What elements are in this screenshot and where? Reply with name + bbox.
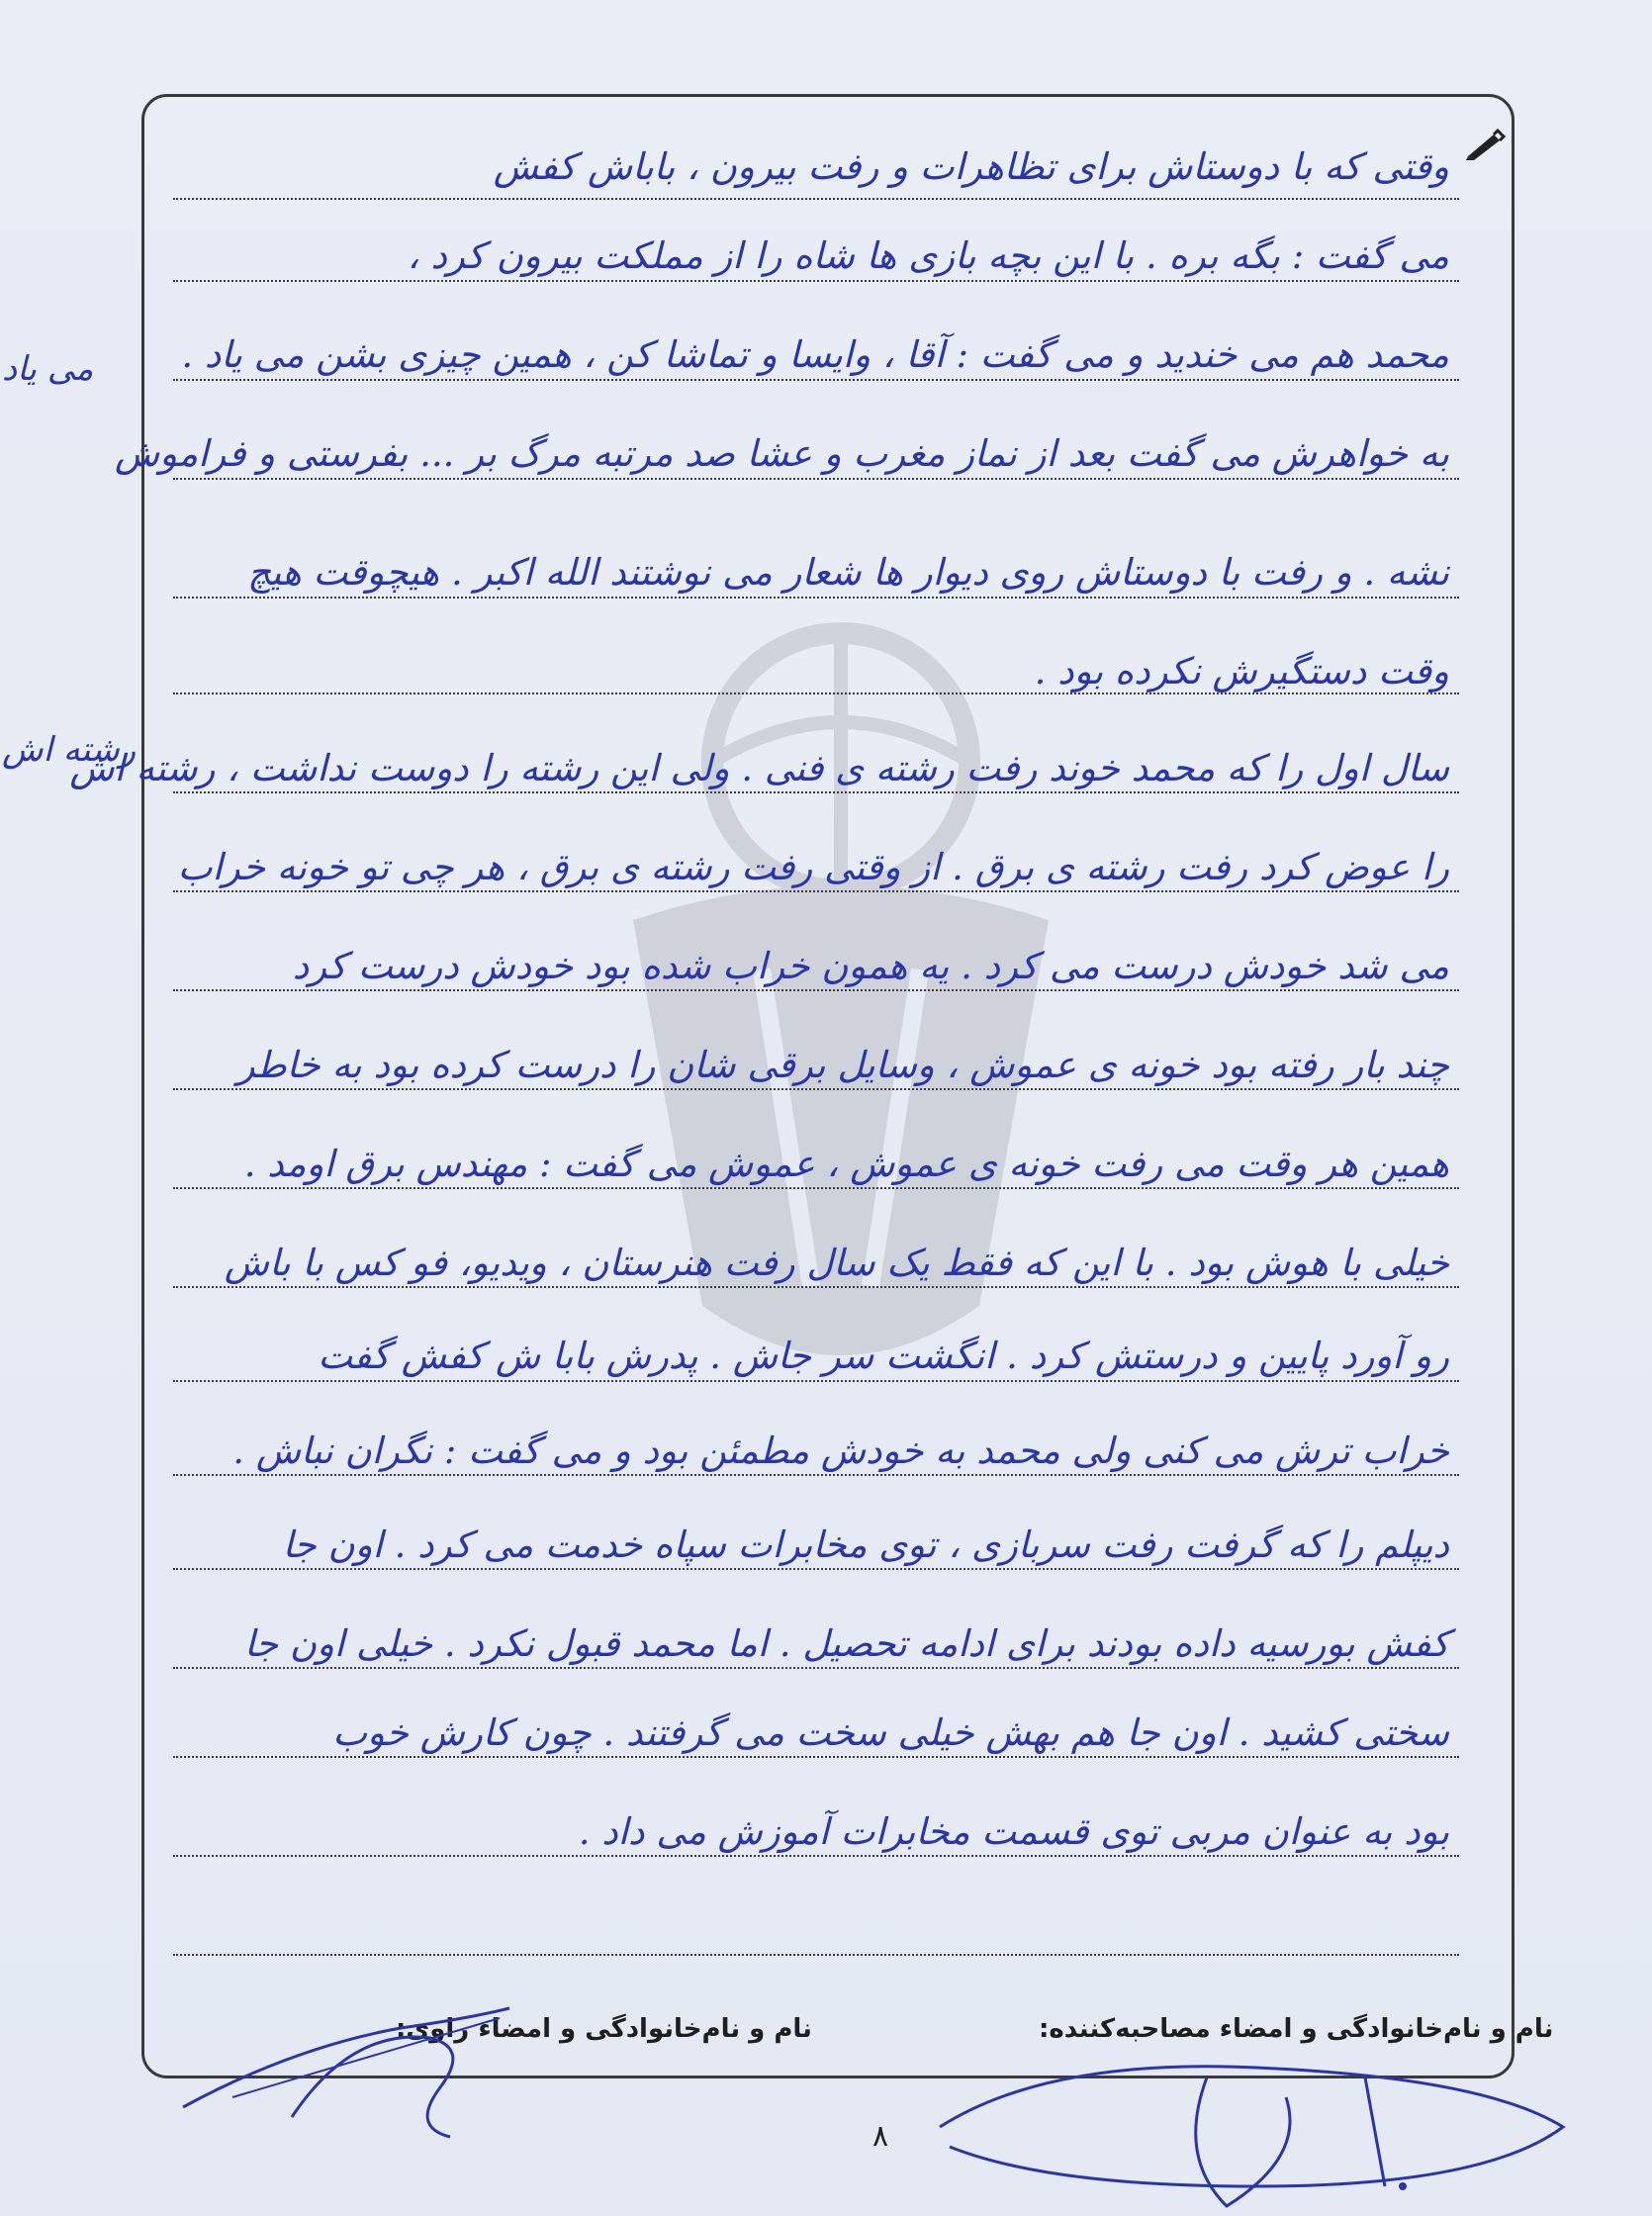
ruled-line (173, 597, 1459, 599)
handwritten-line: می گفت : بگه بره . با این بچه بازی ها شاه را از مملکت بیرون کرد ، (407, 234, 1449, 277)
handwritten-line: نشه . و رفت با دوستاش روی دیوار ها شعار می نوشتند الله اکبر . هیچوقت هیچ (247, 551, 1449, 594)
handwritten-line: می شد خودش درست می کرد . یه همون خراب شده بود خودش درست کرد (292, 945, 1449, 987)
narrator-signature (173, 1988, 529, 2147)
ruled-line (173, 1187, 1459, 1189)
handwritten-line: وقت دستگیرش نکرده بود . (1034, 650, 1449, 692)
ruled-line (173, 890, 1459, 892)
page-number: ۸ (872, 2119, 889, 2154)
ruled-line (173, 1474, 1459, 1476)
page-frame (141, 94, 1514, 2078)
handwritten-line: محمد هم می خندید و می گفت : آقا ، وایسا و تماشا کن ، همین چیزی بشن می یاد . (181, 333, 1449, 376)
ruled-line (173, 478, 1459, 480)
handwritten-line: به خواهرش می گفت بعد از نماز مغرب و عشا صد مرتبه مرگ بر ... بفرستی و فراموش (115, 432, 1449, 475)
handwritten-line: همین هر وقت می رفت خونه ی عموش ، عموش می گفت : مهندس برق اومد . (243, 1143, 1449, 1185)
interviewer-signature (930, 2038, 1583, 2216)
handwritten-line: سختی کشید . اون جا هم بهش خیلی سخت می گرفتند . چون کارش خوب (332, 1711, 1449, 1754)
handwritten-line: خیلی با هوش بود . با این که فقط یک سال رفت هنرستان ، ویدیو، فو کس با باش (224, 1242, 1449, 1284)
handwritten-line: را عوض کرد رفت رشته ی برق . از وقتی رفت رشته ی برق ، هر چی تو خونه خراب (177, 846, 1449, 888)
ruled-line (173, 379, 1459, 381)
handwritten-line: وقتی که با دوستاش برای تظاهرات و رفت بیرون ، باباش کفش (493, 145, 1449, 188)
ruled-line (173, 1568, 1459, 1570)
handwritten-line: رو آورد پایین و درستش کرد . انگشت سر جاش . پدرش بابا ش کفش گفت (318, 1335, 1449, 1377)
ruled-line (173, 791, 1459, 793)
ruled-line (173, 692, 1459, 694)
ruled-line (173, 1954, 1459, 1956)
ruled-line (173, 1667, 1459, 1669)
margin-note: رشته اش (2, 730, 137, 770)
handwritten-line: خراب ترش می کنی ولی محمد به خودش مطمئن بود و می گفت : نگران نباش . (232, 1430, 1449, 1472)
pen-icon (1464, 127, 1506, 162)
handwritten-line: بود به عنوان مربی توی قسمت مخابرات آموزش می داد . (578, 1810, 1449, 1853)
ruled-line (173, 1380, 1459, 1382)
ruled-line (173, 989, 1459, 991)
interviewer-signature-label: نام و نام‌خانوادگی و امضاء مصاحبه‌کننده: (1039, 2014, 1554, 2044)
ruled-line (173, 1088, 1459, 1090)
ruled-line (173, 1756, 1459, 1758)
handwritten-line: چند بار رفته بود خونه ی عموش ، وسایل برقی شان را درست کرده بود به خاطر (236, 1044, 1449, 1086)
handwritten-line: کفش بورسیه داده بودند برای ادامه تحصیل . اما محمد قبول نکرد . خیلی اون جا (243, 1622, 1449, 1665)
handwritten-line: دیپلم را که گرفت رفت سربازی ، توی مخابرات سپاه خدمت می کرد . اون جا (282, 1524, 1449, 1566)
ruled-line (173, 1855, 1459, 1857)
ruled-line (173, 1286, 1459, 1288)
ruled-line (173, 280, 1459, 282)
margin-note: می یاد (2, 349, 94, 389)
handwritten-line: سال اول را که محمد خوند رفت رشته ی فنی . ولی این رشته را دوست نداشت ، رشته اش (69, 747, 1449, 789)
narrator-signature-label: نام و نام‌خانوادگی و امضاء راوی: (396, 2014, 812, 2044)
ruled-line (173, 198, 1459, 200)
